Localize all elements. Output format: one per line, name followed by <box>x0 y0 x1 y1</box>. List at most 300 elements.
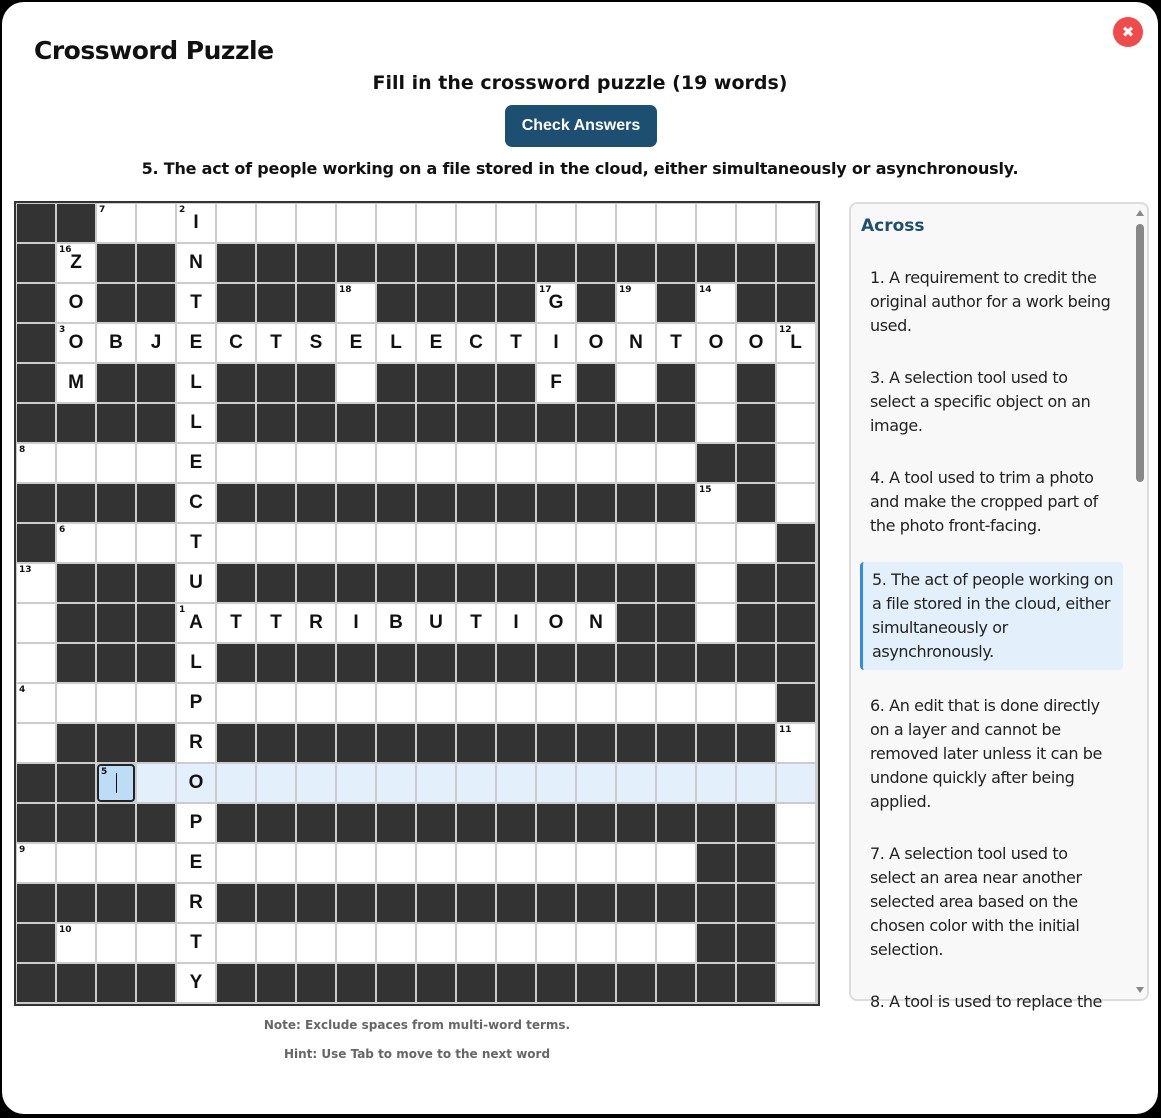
grid-cell[interactable] <box>497 764 535 802</box>
grid-cell[interactable] <box>537 284 575 322</box>
grid-cell[interactable] <box>337 764 375 802</box>
grid-cell[interactable] <box>177 404 215 442</box>
grid-cell[interactable] <box>97 924 135 962</box>
grid-cell[interactable] <box>177 804 215 842</box>
grid-cell-blocked <box>417 364 455 402</box>
grid-cell[interactable] <box>777 324 815 362</box>
grid-cell[interactable] <box>417 684 455 722</box>
grid-cell[interactable] <box>177 564 215 602</box>
grid-cell[interactable] <box>337 924 375 962</box>
cell-letter: C <box>229 332 243 353</box>
grid-cell[interactable] <box>217 764 255 802</box>
grid-cell[interactable] <box>737 684 775 722</box>
grid-cell-blocked <box>737 844 775 882</box>
grid-cell-blocked <box>497 724 535 762</box>
grid-cell[interactable] <box>177 764 215 802</box>
grid-cell-blocked <box>217 364 255 402</box>
grid-cell[interactable] <box>377 204 415 242</box>
grid-cell-blocked <box>737 564 775 602</box>
grid-cell[interactable] <box>337 524 375 562</box>
grid-cell[interactable] <box>537 844 575 882</box>
grid-cell[interactable] <box>17 604 55 642</box>
grid-cell[interactable] <box>97 684 135 722</box>
grid-cell[interactable] <box>537 324 575 362</box>
grid-cell[interactable] <box>17 844 55 882</box>
grid-cell[interactable] <box>417 444 455 482</box>
grid-cell-blocked <box>217 644 255 682</box>
grid-cell[interactable] <box>17 724 55 762</box>
scroll-up-arrow-icon[interactable] <box>1136 210 1144 216</box>
grid-cell-blocked <box>57 884 95 922</box>
grid-cell[interactable] <box>657 684 695 722</box>
grid-cell[interactable] <box>657 924 695 962</box>
grid-cell[interactable] <box>297 604 335 642</box>
grid-cell-blocked <box>777 524 815 562</box>
grid-cell[interactable] <box>577 324 615 362</box>
grid-cell-blocked <box>57 804 95 842</box>
scroll-down-arrow-icon[interactable] <box>1136 987 1144 993</box>
clue-item[interactable]: 3. A selection tool used to select a specific object on an image. <box>870 368 1091 435</box>
grid-cell[interactable] <box>697 324 735 362</box>
grid-cell[interactable] <box>657 324 695 362</box>
grid-cell[interactable] <box>377 764 415 802</box>
grid-cell[interactable] <box>217 204 255 242</box>
clue-item-active[interactable]: 5. The act of people working on a file stored in the cloud, either simultaneously or asynchronously. <box>860 562 1123 670</box>
grid-cell[interactable] <box>137 324 175 362</box>
grid-cell-blocked <box>17 284 55 322</box>
grid-cell[interactable] <box>177 364 215 402</box>
grid-cell-blocked <box>457 644 495 682</box>
grid-cell[interactable] <box>217 444 255 482</box>
grid-cell[interactable] <box>497 324 535 362</box>
grid-cell-blocked <box>657 564 695 602</box>
grid-cell-blocked <box>457 364 495 402</box>
clues-list <box>851 204 1133 1011</box>
grid-cell[interactable] <box>577 844 615 882</box>
grid-cell[interactable] <box>177 964 215 1002</box>
grid-cell[interactable] <box>537 204 575 242</box>
cell-letter: L <box>190 372 202 393</box>
grid-cell-blocked <box>217 564 255 602</box>
cell-letter: R <box>189 732 203 753</box>
grid-cell[interactable] <box>697 564 735 602</box>
grid-cell[interactable] <box>177 724 215 762</box>
grid-cell-blocked <box>417 244 455 282</box>
clue-number: 5 <box>101 767 108 777</box>
grid-cell[interactable] <box>57 844 95 882</box>
grid-cell[interactable] <box>337 284 375 322</box>
grid-cell[interactable] <box>177 244 215 282</box>
grid-cell[interactable] <box>777 964 815 1002</box>
grid-cell[interactable] <box>657 764 695 802</box>
grid-cell[interactable] <box>297 684 335 722</box>
cell-letter: E <box>429 332 443 353</box>
clue-number: 15 <box>699 485 712 495</box>
grid-cell-blocked <box>697 884 735 922</box>
grid-cell[interactable] <box>137 204 175 242</box>
grid-cell[interactable] <box>657 204 695 242</box>
cell-letter: E <box>189 452 203 473</box>
grid-cell[interactable] <box>297 764 335 802</box>
grid-cell-blocked <box>577 964 615 1002</box>
grid-cell[interactable] <box>577 924 615 962</box>
grid-cell[interactable] <box>457 204 495 242</box>
grid-cell-blocked <box>297 404 335 442</box>
grid-cell[interactable] <box>177 844 215 882</box>
grid-cell[interactable] <box>337 324 375 362</box>
grid-cell[interactable] <box>217 324 255 362</box>
grid-cell[interactable] <box>177 884 215 922</box>
grid-cell-blocked <box>297 884 335 922</box>
grid-cell[interactable] <box>17 644 55 682</box>
grid-cell[interactable] <box>697 764 735 802</box>
grid-cell[interactable] <box>617 284 655 322</box>
grid-cell[interactable] <box>617 324 655 362</box>
clue-number: 18 <box>339 285 352 295</box>
grid-cell-blocked <box>617 804 655 842</box>
grid-cell[interactable] <box>297 204 335 242</box>
grid-cell[interactable] <box>617 524 655 562</box>
grid-cell[interactable] <box>617 684 655 722</box>
scroll-thumb[interactable] <box>1136 224 1144 482</box>
grid-cell[interactable] <box>777 924 815 962</box>
grid-cell-blocked <box>577 364 615 402</box>
grid-cell[interactable] <box>97 444 135 482</box>
grid-cell[interactable] <box>57 524 95 562</box>
grid-cell[interactable] <box>617 444 655 482</box>
grid-cell[interactable] <box>737 524 775 562</box>
grid-cell[interactable] <box>57 924 95 962</box>
grid-cell[interactable] <box>257 444 295 482</box>
grid-cell[interactable] <box>177 604 215 642</box>
grid-cell[interactable] <box>577 764 615 802</box>
grid-cell[interactable] <box>777 204 815 242</box>
grid-cell[interactable] <box>457 844 495 882</box>
grid-cell[interactable] <box>497 924 535 962</box>
grid-cell[interactable] <box>137 764 175 802</box>
grid-cell-blocked <box>657 964 695 1002</box>
grid-cell-blocked <box>737 284 775 322</box>
grid-cell[interactable] <box>417 924 455 962</box>
grid-cell-blocked <box>217 884 255 922</box>
grid-cell[interactable] <box>657 444 695 482</box>
grid-cell-blocked <box>697 444 735 482</box>
grid-cell[interactable] <box>457 444 495 482</box>
grid-cell[interactable] <box>177 644 215 682</box>
grid-cell[interactable] <box>217 924 255 962</box>
grid-cell-blocked <box>417 484 455 522</box>
grid-cell[interactable] <box>257 324 295 362</box>
grid-cell[interactable] <box>777 444 815 482</box>
grid-cell[interactable] <box>97 524 135 562</box>
grid-cell[interactable] <box>497 604 535 642</box>
grid-cell[interactable] <box>17 564 55 602</box>
grid-cell[interactable] <box>497 684 535 722</box>
grid-cell[interactable] <box>17 444 55 482</box>
grid-cell[interactable] <box>697 604 735 642</box>
grid-cell-blocked <box>17 324 55 362</box>
grid-cell[interactable] <box>337 684 375 722</box>
grid-cell[interactable] <box>137 524 175 562</box>
grid-cell[interactable] <box>497 524 535 562</box>
grid-cell[interactable] <box>177 444 215 482</box>
grid-cell-blocked <box>377 884 415 922</box>
grid-cell-blocked <box>617 244 655 282</box>
grid-cell[interactable] <box>577 684 615 722</box>
grid-cell[interactable] <box>537 364 575 402</box>
grid-cell[interactable] <box>537 764 575 802</box>
grid-cell[interactable] <box>617 204 655 242</box>
cell-letter: B <box>109 332 123 353</box>
grid-cell[interactable] <box>777 844 815 882</box>
cell-letter: O <box>188 772 204 793</box>
grid-cell[interactable] <box>657 844 695 882</box>
grid-cell-blocked <box>17 964 55 1002</box>
clue-number: 8 <box>19 445 26 455</box>
grid-cell[interactable] <box>57 244 95 282</box>
grid-cell[interactable] <box>297 924 335 962</box>
grid-cell[interactable] <box>417 524 455 562</box>
grid-cell-blocked <box>457 964 495 1002</box>
grid-cell-blocked <box>457 884 495 922</box>
grid-cell-blocked <box>457 284 495 322</box>
grid-cell-blocked <box>617 564 655 602</box>
grid-cell-blocked <box>577 244 615 282</box>
close-button[interactable] <box>1113 17 1143 47</box>
grid-cell[interactable] <box>57 284 95 322</box>
cell-letter: L <box>190 412 202 433</box>
grid-cell[interactable] <box>257 924 295 962</box>
grid-cell[interactable] <box>417 844 455 882</box>
grid-cell[interactable] <box>537 604 575 642</box>
grid-cell-blocked <box>737 884 775 922</box>
puzzle-subtitle: Fill in the crossword puzzle (19 words) <box>372 72 788 94</box>
grid-cell[interactable] <box>497 444 535 482</box>
grid-cell-blocked <box>537 964 575 1002</box>
grid-cell[interactable] <box>217 604 255 642</box>
grid-cell-blocked <box>57 204 95 242</box>
cell-letter: I <box>553 332 559 353</box>
cell-letter: N <box>189 252 203 273</box>
grid-cell[interactable] <box>697 284 735 322</box>
grid-cell[interactable] <box>457 524 495 562</box>
grid-cell[interactable] <box>177 924 215 962</box>
grid-cell[interactable] <box>537 444 575 482</box>
cell-letter: T <box>190 932 202 953</box>
grid-cell[interactable] <box>737 204 775 242</box>
grid-cell[interactable] <box>377 324 415 362</box>
grid-cell[interactable] <box>457 764 495 802</box>
grid-cell[interactable] <box>377 604 415 642</box>
grid-cell-blocked <box>137 284 175 322</box>
grid-cell[interactable] <box>497 844 535 882</box>
cell-letter: N <box>589 612 603 633</box>
cell-letter: L <box>190 652 202 673</box>
grid-cell[interactable] <box>697 484 735 522</box>
grid-cell[interactable] <box>617 844 655 882</box>
grid-cell[interactable] <box>217 524 255 562</box>
grid-cell-active[interactable] <box>97 764 135 802</box>
grid-cell[interactable] <box>297 444 335 482</box>
grid-cell[interactable] <box>537 524 575 562</box>
grid-cell[interactable] <box>337 444 375 482</box>
grid-cell[interactable] <box>217 684 255 722</box>
grid-cell[interactable] <box>177 524 215 562</box>
grid-cell[interactable] <box>257 524 295 562</box>
grid-cell[interactable] <box>737 324 775 362</box>
grid-cell[interactable] <box>417 764 455 802</box>
grid-cell[interactable] <box>577 524 615 562</box>
grid-cell[interactable] <box>337 364 375 402</box>
grid-cell[interactable] <box>657 524 695 562</box>
clue-item[interactable]: 6. An edit that is done directly on a layer and cannot be removed later unless it can be undone quickly after being applied. <box>870 696 1102 811</box>
grid-cell-blocked <box>457 484 495 522</box>
grid-cell[interactable] <box>537 924 575 962</box>
clue-item[interactable]: 8. A tool is used to replace the <box>870 992 1103 1011</box>
grid-cell-blocked <box>97 724 135 762</box>
grid-cell[interactable] <box>257 764 295 802</box>
grid-cell[interactable] <box>577 444 615 482</box>
grid-cell-blocked <box>57 724 95 762</box>
grid-cell-blocked <box>737 364 775 402</box>
grid-cell-blocked <box>297 364 335 402</box>
grid-cell[interactable] <box>417 604 455 642</box>
cell-letter: T <box>670 332 682 353</box>
clue-number: 6 <box>59 525 66 535</box>
grid-cell[interactable] <box>377 924 415 962</box>
grid-cell-blocked <box>417 724 455 762</box>
cell-letter: M <box>68 372 84 393</box>
grid-cell-blocked <box>497 364 535 402</box>
grid-cell-blocked <box>17 924 55 962</box>
grid-cell[interactable] <box>177 684 215 722</box>
grid-cell[interactable] <box>537 684 575 722</box>
grid-cell[interactable] <box>137 844 175 882</box>
grid-cell-blocked <box>137 484 175 522</box>
grid-cell[interactable] <box>257 844 295 882</box>
grid-cell[interactable] <box>257 604 295 642</box>
grid-cell[interactable] <box>457 604 495 642</box>
grid-cell-blocked <box>617 724 655 762</box>
clue-item[interactable]: 1. A requirement to credit the original author for a work being used. <box>870 268 1111 335</box>
grid-cell-blocked <box>537 484 575 522</box>
grid-cell[interactable] <box>57 684 95 722</box>
grid-cell[interactable] <box>577 204 615 242</box>
grid-cell[interactable] <box>137 444 175 482</box>
clues-panel[interactable] <box>849 202 1149 1011</box>
grid-cell[interactable] <box>457 684 495 722</box>
grid-cell[interactable] <box>337 604 375 642</box>
grid-cell-blocked <box>137 244 175 282</box>
grid-cell-blocked <box>137 964 175 1002</box>
grid-cell[interactable] <box>97 844 135 882</box>
cell-letter: O <box>588 332 604 353</box>
grid-cell[interactable] <box>617 924 655 962</box>
grid-cell-blocked <box>657 484 695 522</box>
grid-cell-blocked <box>137 804 175 842</box>
clue-item[interactable]: 4. A tool used to trim a photo and make the cropped part of the photo front-facing. <box>870 468 1098 535</box>
grid-cell-blocked <box>297 564 335 602</box>
grid-cell[interactable] <box>337 844 375 882</box>
grid-cell[interactable] <box>137 924 175 962</box>
grid-cell[interactable] <box>777 364 815 402</box>
grid-cell[interactable] <box>177 324 215 362</box>
grid-cell[interactable] <box>697 404 735 442</box>
grid-cell-blocked <box>737 964 775 1002</box>
grid-cell[interactable] <box>777 404 815 442</box>
grid-cell-blocked <box>57 484 95 522</box>
grid-cell[interactable] <box>697 364 735 402</box>
grid-cell[interactable] <box>457 324 495 362</box>
grid-cell[interactable] <box>257 684 295 722</box>
grid-cell[interactable] <box>777 764 815 802</box>
grid-cell[interactable] <box>777 804 815 842</box>
grid-cell-blocked <box>617 484 655 522</box>
grid-cell[interactable] <box>177 484 215 522</box>
cell-letter: T <box>230 612 242 633</box>
grid-cell-blocked <box>257 964 295 1002</box>
grid-cell[interactable] <box>497 204 535 242</box>
grid-cell[interactable] <box>297 844 335 882</box>
grid-cell[interactable] <box>177 204 215 242</box>
grid-cell-blocked <box>577 564 615 602</box>
grid-cell[interactable] <box>377 444 415 482</box>
grid-cell[interactable] <box>377 844 415 882</box>
grid-cell[interactable] <box>97 324 135 362</box>
grid-cell[interactable] <box>217 844 255 882</box>
grid-cell[interactable] <box>17 684 55 722</box>
grid-cell[interactable] <box>57 364 95 402</box>
grid-cell[interactable] <box>697 204 735 242</box>
grid-cell[interactable] <box>777 724 815 762</box>
grid-cell[interactable] <box>617 364 655 402</box>
grid-cell[interactable] <box>457 924 495 962</box>
clue-item[interactable]: 7. A selection tool used to select an area near another selected area based on the chosen color with the initial selection. <box>870 844 1082 959</box>
grid-cell[interactable] <box>337 204 375 242</box>
cell-letter: O <box>68 332 84 353</box>
grid-cell[interactable] <box>617 764 655 802</box>
grid-cell[interactable] <box>377 524 415 562</box>
grid-cell[interactable] <box>417 204 455 242</box>
grid-cell-blocked <box>217 404 255 442</box>
grid-cell[interactable] <box>777 484 815 522</box>
grid-cell-blocked <box>257 884 295 922</box>
grid-cell[interactable] <box>777 884 815 922</box>
grid-cell[interactable] <box>737 764 775 802</box>
grid-cell[interactable] <box>177 284 215 322</box>
grid-cell[interactable] <box>577 604 615 642</box>
grid-cell-blocked <box>377 964 415 1002</box>
grid-cell[interactable] <box>57 324 95 362</box>
grid-cell[interactable] <box>97 204 135 242</box>
grid-cell[interactable] <box>377 684 415 722</box>
grid-cell[interactable] <box>257 204 295 242</box>
grid-cell-blocked <box>697 964 735 1002</box>
grid-cell[interactable] <box>697 684 735 722</box>
grid-cell[interactable] <box>57 444 95 482</box>
grid-cell[interactable] <box>697 524 735 562</box>
clues-scrollbar[interactable] <box>1133 204 1147 999</box>
grid-cell[interactable] <box>417 324 455 362</box>
grid-cell-blocked <box>697 644 735 682</box>
check-answers-button[interactable]: Check Answers <box>505 105 657 147</box>
grid-cell[interactable] <box>297 524 335 562</box>
grid-cell[interactable] <box>297 324 335 362</box>
grid-cell-blocked <box>417 964 455 1002</box>
grid-cell[interactable] <box>137 684 175 722</box>
crossword-grid <box>16 203 818 1002</box>
grid-cell-blocked <box>697 244 735 282</box>
